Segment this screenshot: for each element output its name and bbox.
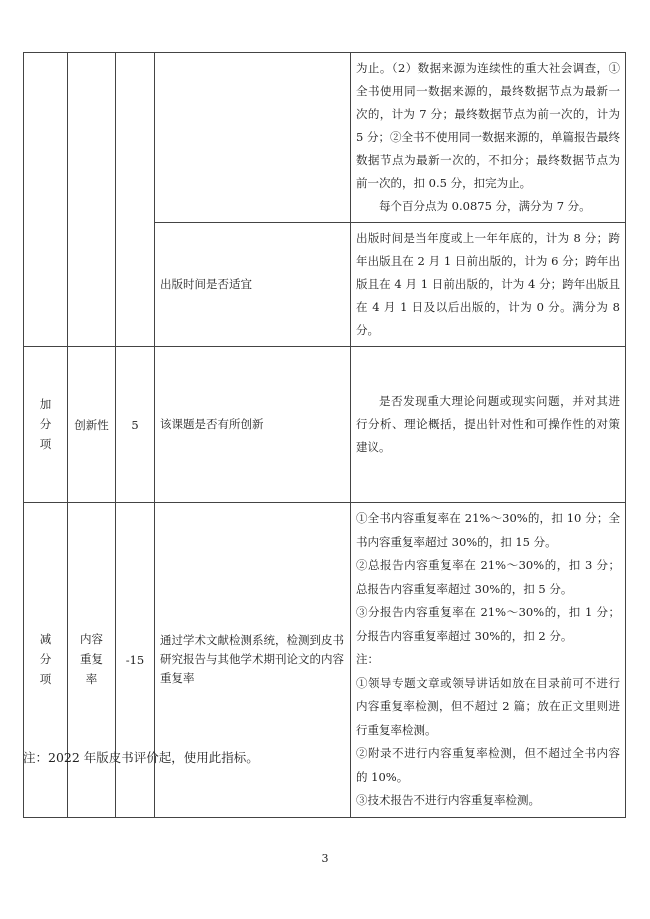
category-cell bbox=[24, 503, 68, 818]
criterion-cell: 该课题是否有所创新 bbox=[155, 347, 351, 503]
category-cell bbox=[24, 53, 68, 347]
detail-text: ②附录不进行内容重复率检测，但不超过全书内容的 10%。 bbox=[356, 746, 620, 784]
item-cell: 创新性 bbox=[68, 347, 116, 503]
detail-text: ①全书内容重复率在 21%～30%的，扣 10 分；全书内容重复率超过 30%的，扣 15 分。 bbox=[356, 511, 620, 549]
detail-cell bbox=[351, 347, 626, 503]
detail-text: ①领导专题文章或领导讲话如放在目录前可不进行内容重复率检测，但不超过 2 篇；放在正文里则进行重复率检测。 bbox=[356, 675, 620, 737]
detail-text: ③技术报告不进行内容重复率检测。 bbox=[356, 793, 540, 807]
score-cell: 5 bbox=[116, 347, 155, 503]
detail-cell bbox=[351, 503, 626, 818]
detail-text: 每个百分点为 0.0875 分，满分为 7 分。 bbox=[379, 199, 591, 213]
detail-text: 出版时间是当年度或上一年年底的，计为 8 分；跨年出版且在 2 月 1 日前出版的，计为 6 分；跨年出版且在 4 月 1 日前出版的，计为 4 分；跨年出版且在 4 月 1 日及以后出版的，计为 0 分。满分为 8 分。 bbox=[356, 231, 620, 337]
evaluation-table bbox=[23, 52, 626, 818]
detail-text: 为止。（2）数据来源为连续性的重大社会调查，①全书使用同一数据来源的，最终数据节点为最新一次的，计为 7 分；最终数据节点为前一次的，计为 5 分；②全书不使用同一数据来源的，单篇报告最终数据节点为最新一次的，不扣分；最终数据节点为前一次的，扣 0.5 分，扣完为止。 bbox=[356, 61, 620, 190]
detail-text: 注： bbox=[356, 652, 379, 666]
item-cell bbox=[68, 53, 116, 347]
detail-text: ②总报告内容重复率在 21%～30%的，扣 3 分；总报告内容重复率超过 30%的，扣 5 分。 bbox=[356, 558, 620, 596]
table-row bbox=[24, 503, 626, 818]
category-cell bbox=[24, 347, 68, 503]
page-number: 3 bbox=[321, 852, 329, 865]
table-row bbox=[24, 53, 626, 223]
detail-text: 是否发现重大理论问题或现实问题，并对其进行分析、理论概括，提出针对性和可操作性的对策建议。 bbox=[356, 394, 620, 454]
detail-text: ③分报告内容重复率在 21%～30%的，扣 1 分；分报告内容重复率超过 30%的，扣 2 分。 bbox=[356, 605, 620, 643]
category-label: 加分项 bbox=[39, 397, 52, 451]
item-label: 内容重复率 bbox=[80, 632, 103, 687]
criterion-cell: 出版时间是否适宜 bbox=[155, 223, 351, 347]
detail-cell bbox=[351, 223, 626, 347]
item-cell bbox=[68, 503, 116, 818]
table-row bbox=[24, 347, 626, 503]
criterion-cell: 通过学术文献检测系统，检测到皮书研究报告与其他学术期刊论文的内容重复率 bbox=[155, 503, 351, 818]
footnote: 注：2022 年版皮书评价起，使用此指标。 bbox=[23, 750, 259, 765]
category-label: 减分项 bbox=[39, 632, 52, 687]
score-cell bbox=[116, 53, 155, 347]
criterion-cell bbox=[155, 53, 351, 223]
detail-cell bbox=[351, 53, 626, 223]
score-cell: -15 bbox=[116, 503, 155, 818]
